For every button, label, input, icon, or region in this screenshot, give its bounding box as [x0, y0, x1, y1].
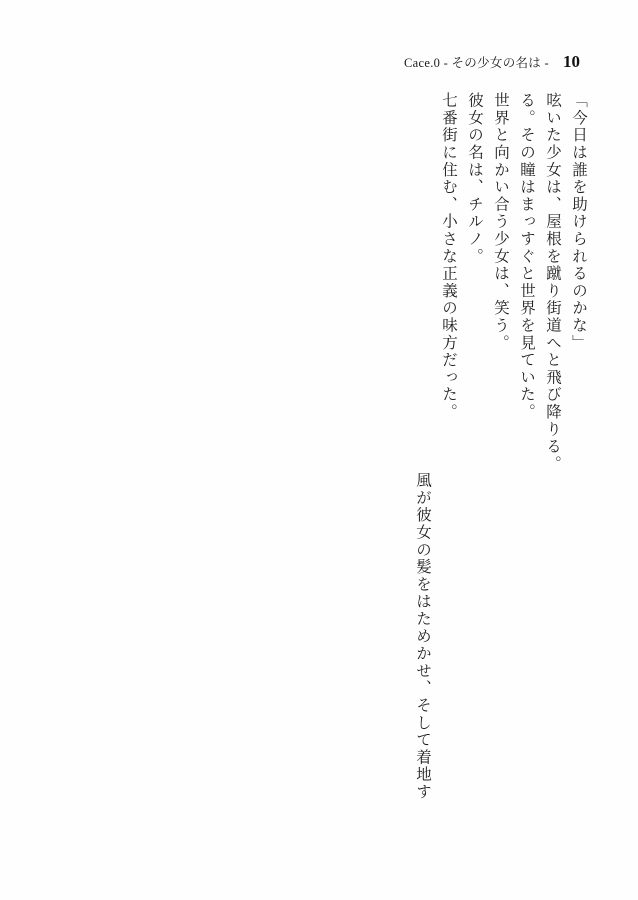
chapter-label: Cace.0 - その少女の名は -: [404, 56, 549, 70]
page-number: 10: [563, 52, 580, 71]
text-column: 呟いた少女は、屋根を蹴り街道へと飛び降りる。: [544, 92, 561, 473]
text-column: 彼女の名は、チルノ。: [466, 92, 483, 265]
text-column: る。その瞳はまっすぐと世界を見ていた。: [518, 92, 535, 421]
vertical-body-text: [404, 92, 586, 832]
text-column: 世界と向かい合う少女は、笑う。: [492, 92, 509, 352]
text-column-trailing: 風が彼女の髪をはためかせ、そして着地す: [414, 472, 431, 801]
text-column: 「今日は誰を助けられるのかな」: [570, 92, 587, 352]
page-header: [404, 52, 580, 72]
text-column: 七番街に住む、小さな正義の味方だった。: [440, 92, 457, 421]
